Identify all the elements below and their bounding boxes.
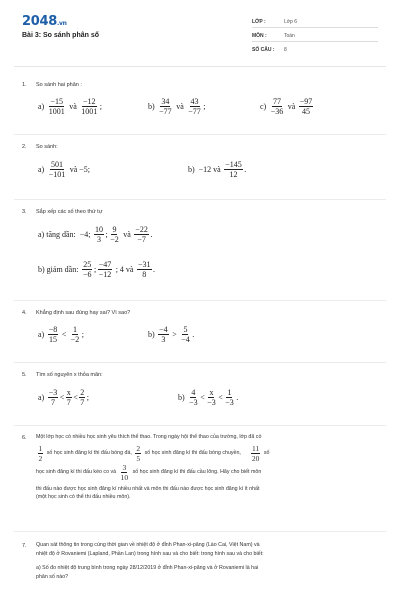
q7-line-2: nhiệt độ ở Rovaniemi (Lapland, Phần Lan) trong hình sau và cho biết: trong hình sau và cho biết: bbox=[36, 550, 264, 557]
q4-part-b: b) $\frac{-4}{3}$ > $\frac{5}{-4}$ . bbox=[148, 325, 195, 344]
divider bbox=[252, 27, 378, 28]
meta-count: SỐ CÂU : 8 bbox=[252, 47, 287, 53]
divider bbox=[14, 531, 386, 532]
q6-line-2: $\frac{1}{2}$ số học sinh đăng kí thi đấu bóng đá, $\frac{2}{5}$ số học sinh đăng kí thi đấu bóng chuyền, $\frac{11}{20}$ số bbox=[38, 443, 270, 463]
meta-class: LỚP : Lớp 6 bbox=[252, 19, 298, 25]
q5-part-a: a) $\frac{-3}{7}$ < $\frac{x}{7}$ < $\frac{2}{7}$ ; bbox=[38, 388, 89, 407]
divider bbox=[14, 66, 386, 67]
divider bbox=[14, 362, 386, 363]
q6-paragraph bbox=[36, 433, 386, 502]
q7-line-1: Quan sát thông tin trong cùng thời gian về nhiệt độ ở đỉnh Phan-xi-păng (Lào Cai, Việt Nam) và bbox=[36, 542, 260, 548]
q1-part-b: b) $\frac{34}{-77}$ và $\frac{43}{-77}$ ; bbox=[148, 97, 206, 116]
q5-part-b: b) $\frac{4}{-3}$ < $\frac{x}{-3}$ < $\frac{1}{-3}$ . bbox=[178, 388, 239, 407]
divider bbox=[14, 134, 386, 135]
q1-part-a: a) $\frac{-15}{1001}$ và $\frac{-12}{1001}$ ; bbox=[38, 97, 103, 116]
divider bbox=[14, 199, 386, 200]
divider bbox=[14, 300, 386, 301]
q4-part-a: a) $\frac{-8}{15}$ < $\frac{1}{-2}$ ; bbox=[38, 325, 84, 344]
q3-part-b: b) giảm dần: $\frac{25}{-6}$ ; $\frac{-47}{-12}$ ; 4 và $\frac{-31}{8}$ . bbox=[38, 260, 155, 279]
meta-subject: MÔN : Toán bbox=[252, 33, 295, 39]
q2-part-b: b) −12 và $\frac{-145}{12}$ . bbox=[188, 160, 247, 179]
q7-line-4: phân số nào? bbox=[36, 573, 69, 580]
divider bbox=[14, 425, 386, 426]
q6-line-5: (một học sinh có thể thi đấu nhiều môn). bbox=[36, 494, 131, 500]
divider bbox=[252, 41, 378, 42]
q7-line-3: a) Số đo nhiệt độ trung bình trong ngày 28/12/2019 ở đỉnh Phan-xi-păng và ở Rovaniemi là hai bbox=[36, 565, 259, 571]
site-logo[interactable]: 2048.vn bbox=[22, 14, 67, 29]
q6-line-3: học sinh đăng kí thi đấu kéo co và $\frac{3}{10}$ số học sinh đăng kí thi đấu cầu lông. Hãy cho biết môn bbox=[36, 462, 262, 482]
q3-part-a: a) tăng dần: −4; $\frac{10}{3}$ ; $\frac{9}{-2}$ và $\frac{-22}{-7}$ . bbox=[38, 225, 153, 244]
q6-line-4: thi đấu nào được học sinh đăng kí nhiều nhất và môn thi đấu nào được học sinh đăng kí ít nhất bbox=[36, 485, 260, 492]
lesson-title: Bài 3: So sánh phân số bbox=[22, 32, 100, 39]
q1-part-c: c) $\frac{77}{-36}$ và $\frac{-97}{45}$ bbox=[260, 97, 313, 116]
q2-part-a: a) $\frac{501}{-101}$ và −5; bbox=[38, 160, 91, 179]
q7-paragraph bbox=[36, 541, 386, 581]
worksheet-header bbox=[0, 0, 400, 62]
q6-line-1: Một lớp học có nhiều học sinh yêu thích thể thao. Trong ngày hội thể thao của trường, lớp đã có bbox=[36, 434, 262, 440]
